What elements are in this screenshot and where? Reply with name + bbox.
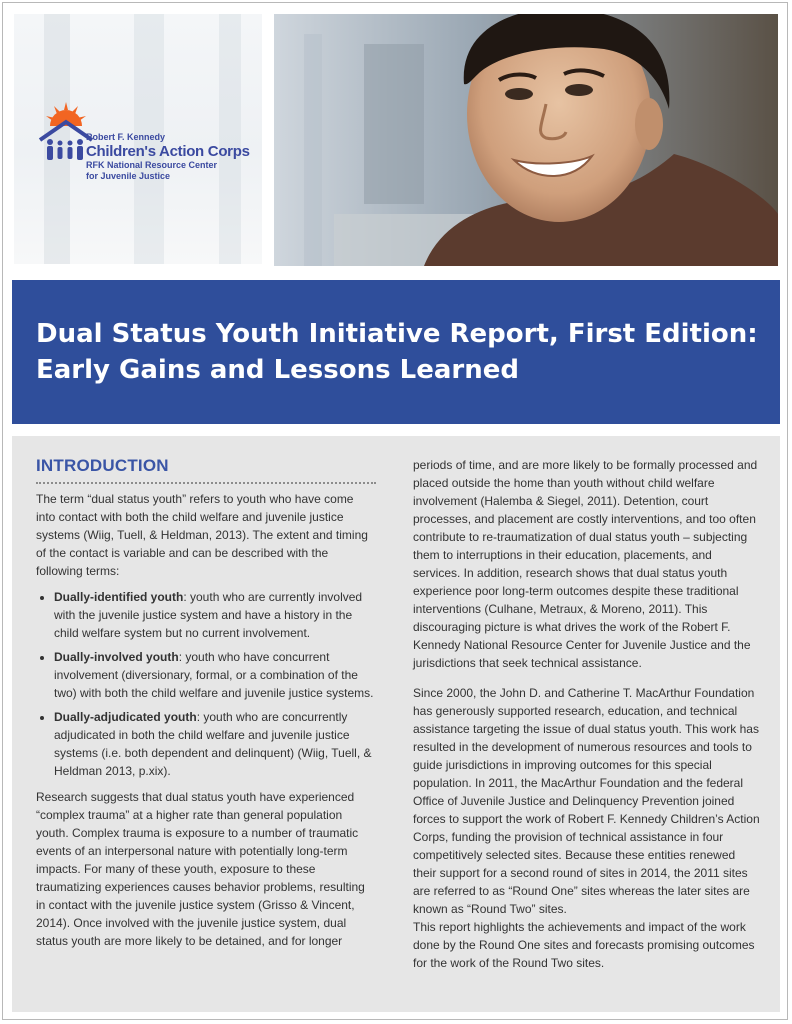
org-line-3: RFK National Resource Center <box>86 160 218 170</box>
report-title <box>36 316 776 388</box>
logo-panel <box>14 14 262 264</box>
term-list <box>36 588 376 780</box>
intro-paragraph: The term “dual status youth” refers to youth who have come into contact with both the child welfare and juvenile justice systems (Wiig, Tuell, & Heldman, 2013). The extent and timing of the contact is variable and can be described with the following terms: <box>36 492 368 578</box>
left-column <box>36 456 376 958</box>
list-item <box>54 588 376 642</box>
right-column <box>413 456 761 980</box>
term-name: Dually-identified youth <box>54 590 184 604</box>
list-item <box>54 708 376 780</box>
term-name: Dually-involved youth <box>54 650 179 664</box>
body-paragraph: Research suggests that dual status youth have experienced “complex trauma” at a higher rate than general population youth. Complex trauma is exposure to a number of traumatic events of an interpersonal nature with potentially long-term impacts. For many of these youth, exposure to these traumatizing experiences causes behavior problems, resulting in contact with the juvenile justice system (Grisso & Vincent, 2014). Once involved with the juvenile justice system, dual status youth are more likely to be detained, and for longer <box>36 790 365 948</box>
list-item <box>54 648 376 702</box>
youth-portrait-image <box>274 14 778 266</box>
title-line-1: Dual Status Youth Initiative Report, First Edition: <box>36 319 758 349</box>
org-line-1: Robert F. Kennedy <box>86 132 166 142</box>
term-definition: : youth who are currently involved with the juvenile justice system and have a history in the child welfare system but no current involvement. <box>54 590 363 640</box>
term-name: Dually-adjudicated youth <box>54 710 197 724</box>
term-definition: : youth who have concurrent involvement (diversionary, formal, or a combination of the two) with both the child welfare and juvenile justice systems. <box>54 650 374 700</box>
cover-photo <box>274 14 778 266</box>
title-line-2: Early Gains and Lessons Learned <box>36 355 519 385</box>
organization-name <box>86 132 250 182</box>
body-paragraph: periods of time, and are more likely to be formally processed and placed outside the home than youth without child welfare involvement (Halemba & Siegel, 2011). Detention, court processes, and placement are costly interventions, and too often contribute to re-traumatization of dual status youth – subjecting them to interruptions in their education, placements, and services. In addition, research shows that dual status youth experience poor long-term outcomes despite these traditional interventions (Culhane, Metraux, & Moreno, 2011). This discouraging picture is what drives the work of the Robert F. Kennedy National Resource Center for Juvenile Justice and the jurisdictions that seek technical assistance. <box>413 458 758 670</box>
term-definition: : youth who are concurrently adjudicated in both the child welfare and juvenile justice systems (i.e. both dependent and delinquent) (Wiig, Tuell, & Heldman 2013, p.xix). <box>54 710 372 778</box>
org-line-4: for Juvenile Justice <box>86 171 171 181</box>
body-paragraph: This report highlights the achievements and impact of the work done by the Round One sites and forecasts promising outcomes for the work of the Round Two sites. <box>413 920 755 970</box>
org-line-2: Children's Action Corps <box>86 143 250 160</box>
body-paragraph: Since 2000, the John D. and Catherine T. MacArthur Foundation has generously supported research, education, and technical assistance targeting the issue of dual status youth. This work has resulted in the development of numerous resources and tools to guide jurisdictions in improving outcomes for this special population. In 2011, the MacArthur Foundation and the federal Office of Juvenile Justice and Delinquency Prevention joined forces to support the work of Robert F. Kennedy Children’s Action Corps, funding the provision of technical assistance in four competitively selected sites. Because these entities renewed their support for a second round of sites in 2014, the 2011 sites are referred to as “Round One” sites whereas the later sites are known as “Round Two” sites. <box>413 686 760 916</box>
section-heading: INTRODUCTION <box>36 456 376 484</box>
